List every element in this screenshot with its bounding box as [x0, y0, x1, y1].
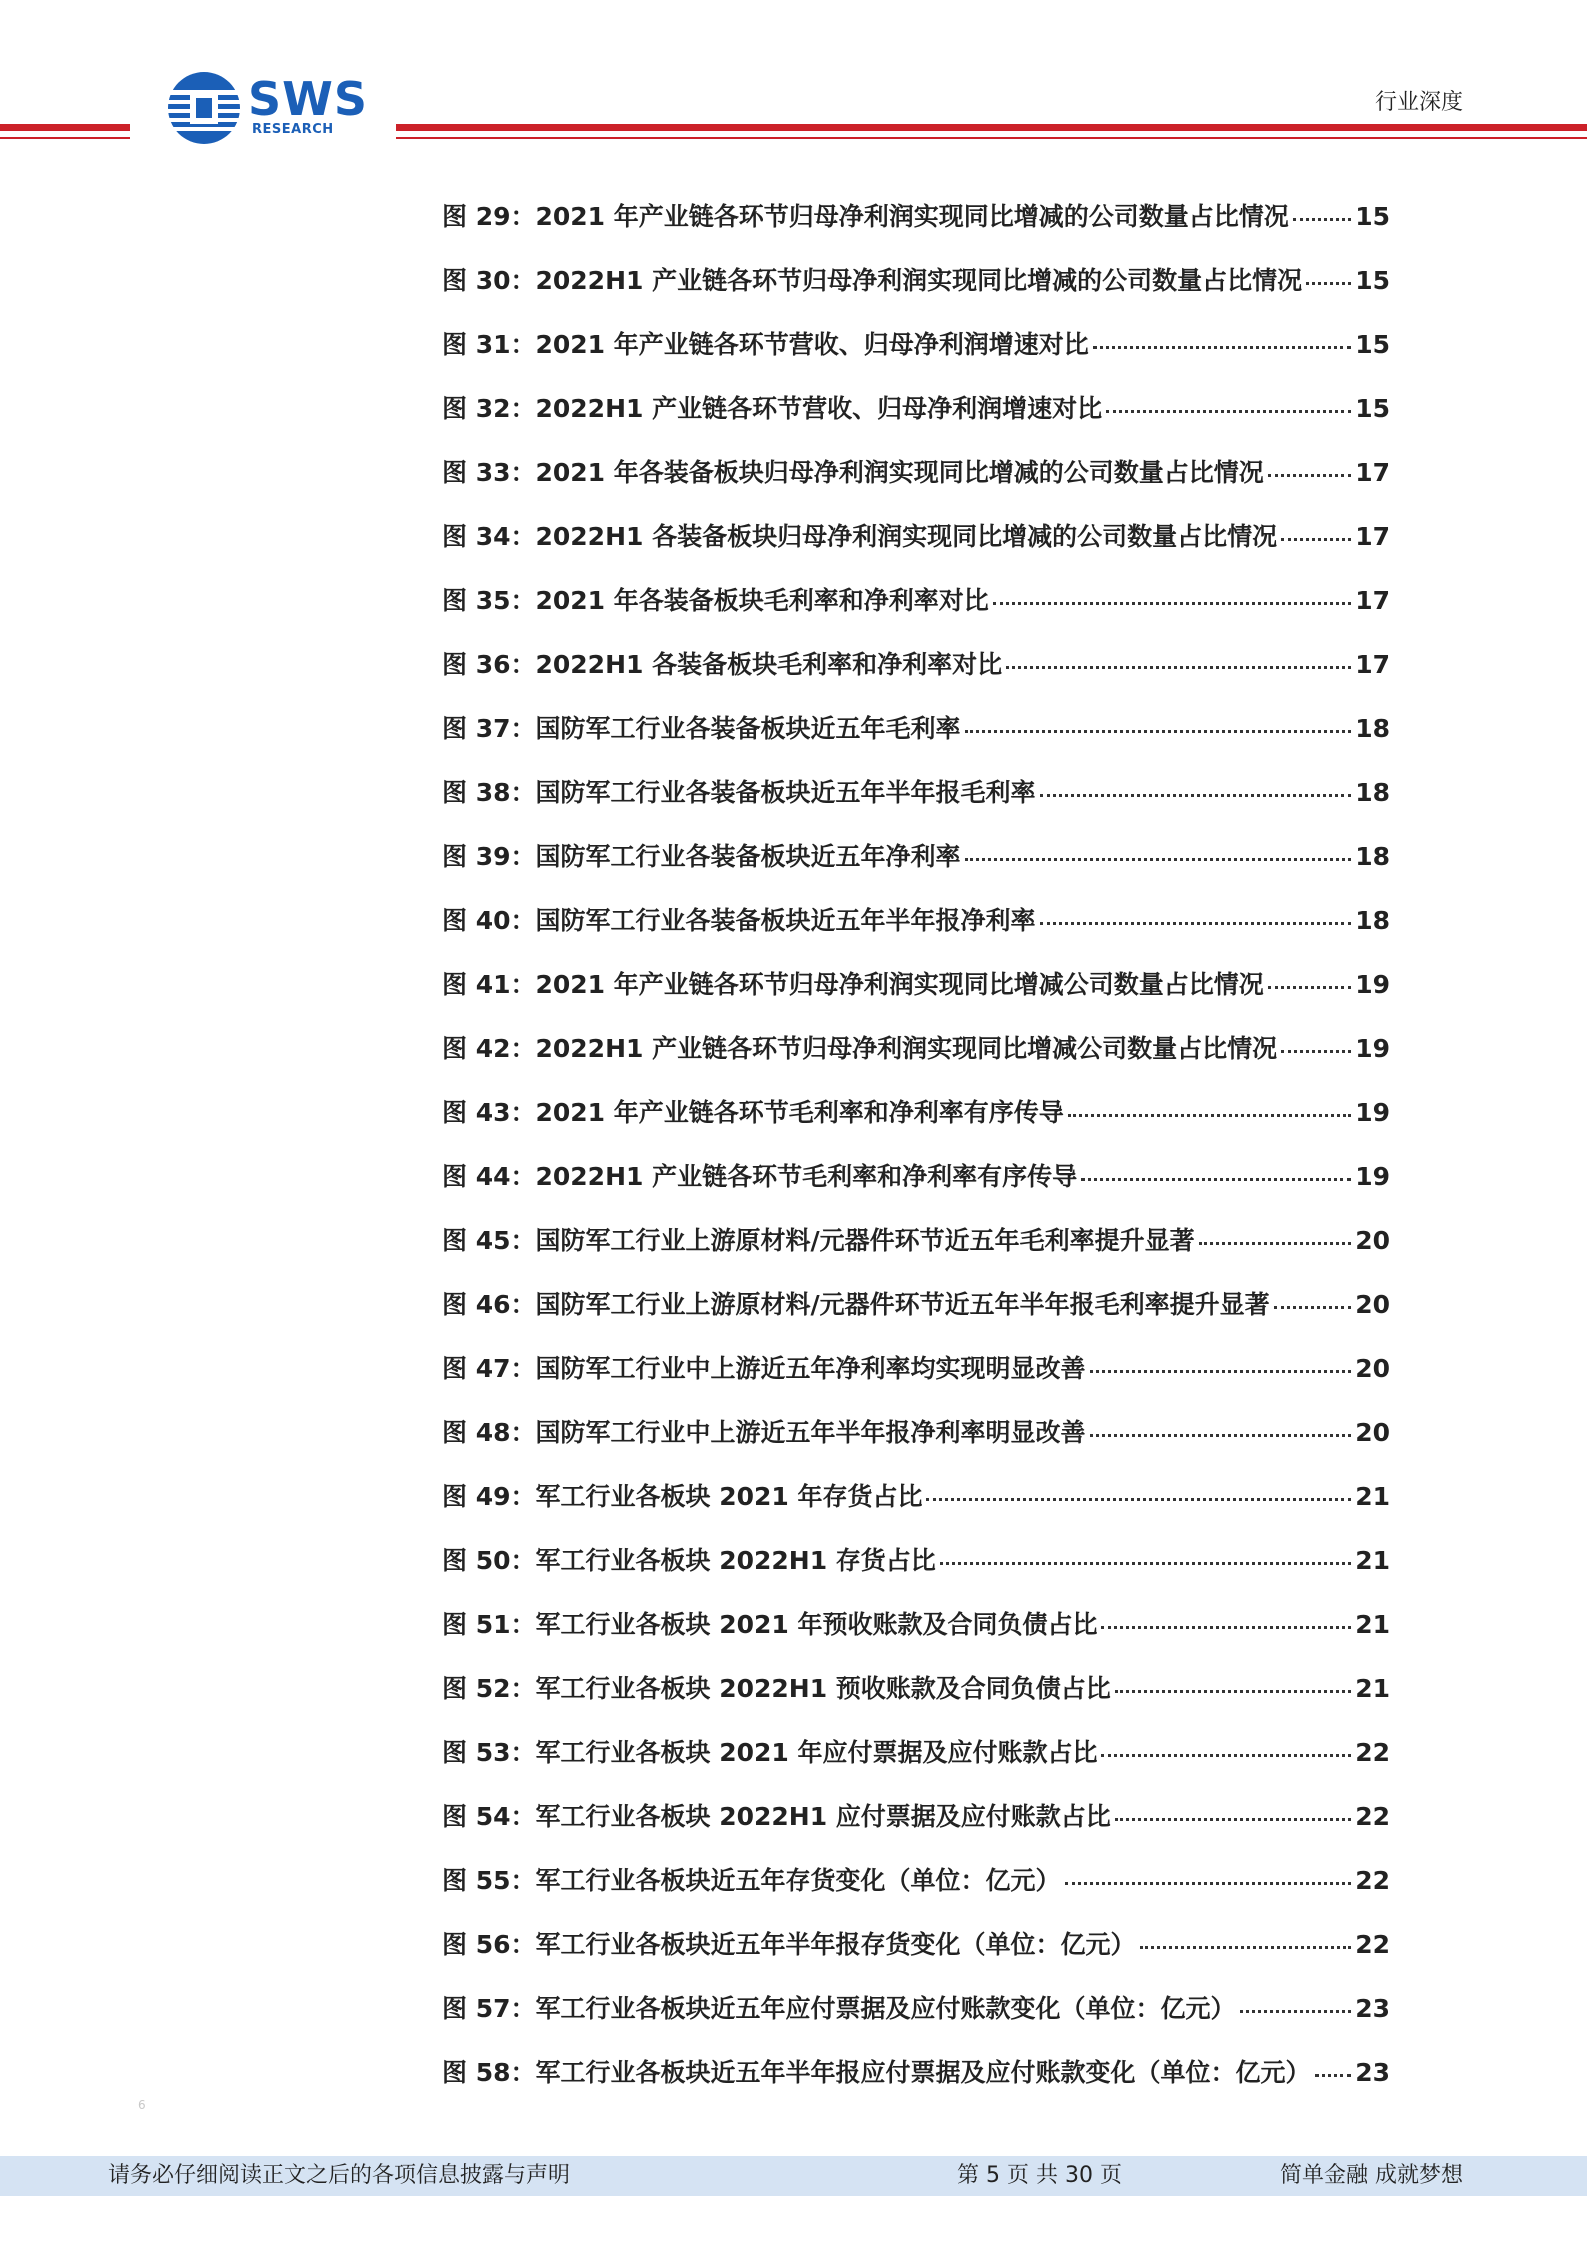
toc-entry-label: 图 35：2021 年各装备板块毛利率和净利率对比: [442, 586, 989, 615]
toc-leader-dots: [1268, 474, 1351, 477]
toc-entry[interactable]: [442, 1733, 1390, 1797]
toc-entry-label: 图 30：2022H1 产业链各环节归母净利润实现同比增减的公司数量占比情况: [442, 266, 1303, 295]
toc-entry-label: 图 47：国防军工行业中上游近五年净利率均实现明显改善: [442, 1354, 1086, 1383]
toc-entry-label: 图 56：军工行业各板块近五年半年报存货变化（单位：亿元）: [442, 1930, 1136, 1959]
toc-entry[interactable]: [442, 773, 1390, 837]
page-mark: 6: [138, 2098, 146, 2112]
toc-leader-dots: [1040, 922, 1352, 925]
toc-entry-label: 图 51：军工行业各板块 2021 年预收账款及合同负债占比: [442, 1610, 1098, 1639]
toc-entry-page: 23: [1355, 2058, 1390, 2087]
logo-subtitle: RESEARCH: [252, 122, 334, 137]
footer-disclaimer: 请务必仔细阅读正文之后的各项信息披露与声明: [108, 2163, 571, 2188]
toc-entry-page: 17: [1355, 522, 1390, 551]
toc-entry-page: 18: [1355, 714, 1390, 743]
toc-entry-page: 22: [1355, 1738, 1390, 1767]
toc-entry[interactable]: [442, 645, 1390, 709]
toc-entry[interactable]: [442, 1285, 1390, 1349]
toc-entry-label: 图 57：军工行业各板块近五年应付票据及应付账款变化（单位：亿元）: [442, 1994, 1236, 2023]
toc-entry-label: 图 52：军工行业各板块 2022H1 预收账款及合同负债占比: [442, 1674, 1111, 1703]
toc-entry[interactable]: [442, 1797, 1390, 1861]
header-rule: [0, 137, 130, 139]
toc-entry-page: 23: [1355, 1994, 1390, 2023]
toc-entry-page: 21: [1355, 1482, 1390, 1511]
toc-entry-label: 图 31：2021 年产业链各环节营收、归母净利润增速对比: [442, 330, 1089, 359]
toc-entry-page: 19: [1355, 970, 1390, 999]
toc-entry-label: 图 58：军工行业各板块近五年半年报应付票据及应付账款变化（单位：亿元）: [442, 2058, 1311, 2087]
toc-entry[interactable]: [442, 837, 1390, 901]
toc-entry-page: 18: [1355, 778, 1390, 807]
toc-entry[interactable]: [442, 261, 1390, 325]
toc-leader-dots: [1115, 1818, 1351, 1821]
toc-leader-dots: [1006, 666, 1351, 669]
toc-leader-dots: [1274, 1306, 1352, 1309]
toc-entry[interactable]: [442, 1413, 1390, 1477]
toc-entry-label: 图 33：2021 年各装备板块归母净利润实现同比增减的公司数量占比情况: [442, 458, 1264, 487]
toc-entry-label: 图 44：2022H1 产业链各环节毛利率和净利率有序传导: [442, 1162, 1078, 1191]
toc-entry-label: 图 39：国防军工行业各装备板块近五年净利率: [442, 842, 961, 871]
toc-entry-page: 21: [1355, 1610, 1390, 1639]
sws-logo: [166, 70, 366, 146]
toc-entry[interactable]: [442, 1093, 1390, 1157]
toc-entry-label: 图 48：国防军工行业中上游近五年半年报净利率明显改善: [442, 1418, 1086, 1447]
toc-entry-page: 17: [1355, 586, 1390, 615]
toc-leader-dots: [1065, 1882, 1352, 1885]
toc-leader-dots: [1081, 1178, 1351, 1181]
toc-entry-page: 21: [1355, 1674, 1390, 1703]
toc-entry[interactable]: [442, 1477, 1390, 1541]
toc-leader-dots: [1306, 282, 1351, 285]
header-rule: [0, 124, 130, 131]
toc-entry[interactable]: [442, 965, 1390, 1029]
sws-emblem-icon: [166, 70, 242, 146]
toc-entry[interactable]: [442, 1669, 1390, 1733]
toc-entry-page: 17: [1355, 458, 1390, 487]
toc-entry-page: 22: [1355, 1802, 1390, 1831]
toc-entry-label: 图 41：2021 年产业链各环节归母净利润实现同比增减公司数量占比情况: [442, 970, 1264, 999]
logo-name: SWS: [248, 72, 368, 126]
footer-slogan: 简单金融 成就梦想: [1280, 2163, 1463, 2188]
toc-entry-label: 图 55：军工行业各板块近五年存货变化（单位：亿元）: [442, 1866, 1061, 1895]
header-rule: [396, 124, 1587, 131]
toc-entry-page: 20: [1355, 1418, 1390, 1447]
toc-entry-label: 图 38：国防军工行业各装备板块近五年半年报毛利率: [442, 778, 1036, 807]
toc-leader-dots: [1268, 986, 1351, 989]
toc-entry-page: 15: [1355, 266, 1390, 295]
toc-leader-dots: [1140, 1946, 1352, 1949]
toc-entry-label: 图 34：2022H1 各装备板块归母净利润实现同比增减的公司数量占比情况: [442, 522, 1278, 551]
toc-entry-page: 19: [1355, 1098, 1390, 1127]
toc-entry-label: 图 37：国防军工行业各装备板块近五年毛利率: [442, 714, 961, 743]
toc-entry-label: 图 49：军工行业各板块 2021 年存货占比: [442, 1482, 923, 1511]
toc-entry[interactable]: [442, 325, 1390, 389]
toc-entry[interactable]: [442, 1349, 1390, 1413]
toc-entry[interactable]: [442, 901, 1390, 965]
toc-leader-dots: [1090, 1370, 1352, 1373]
toc-entry-page: 22: [1355, 1930, 1390, 1959]
toc-entry-label: 图 45：国防军工行业上游原材料/元器件环节近五年毛利率提升显著: [442, 1226, 1195, 1255]
toc-entry-label: 图 36：2022H1 各装备板块毛利率和净利率对比: [442, 650, 1003, 679]
toc-entry-page: 15: [1355, 202, 1390, 231]
toc-entry-label: 图 54：军工行业各板块 2022H1 应付票据及应付账款占比: [442, 1802, 1111, 1831]
toc-entry-page: 19: [1355, 1162, 1390, 1191]
toc-entry-label: 图 29：2021 年产业链各环节归母净利润实现同比增减的公司数量占比情况: [442, 202, 1289, 231]
toc-leader-dots: [1315, 2074, 1352, 2077]
toc-entry-page: 15: [1355, 330, 1390, 359]
toc-entry[interactable]: [442, 2053, 1390, 2117]
toc-entry[interactable]: [442, 1605, 1390, 1669]
toc-entry-label: 图 40：国防军工行业各装备板块近五年半年报净利率: [442, 906, 1036, 935]
toc-entry[interactable]: [442, 581, 1390, 645]
toc-entry[interactable]: [442, 1157, 1390, 1221]
toc-entry-page: 15: [1355, 394, 1390, 423]
footer-page-number: 第 5 页 共 30 页: [957, 2163, 1122, 2188]
toc-leader-dots: [965, 730, 1352, 733]
toc-leader-dots: [1240, 2010, 1352, 2013]
toc-entry[interactable]: [442, 1221, 1390, 1285]
toc-leader-dots: [1106, 410, 1351, 413]
toc-entry-label: 图 42：2022H1 产业链各环节归母净利润实现同比增减公司数量占比情况: [442, 1034, 1278, 1063]
toc-entry[interactable]: [442, 1029, 1390, 1093]
toc-entry-page: 18: [1355, 906, 1390, 935]
toc-entry-page: 17: [1355, 650, 1390, 679]
toc-entry-label: 图 43：2021 年产业链各环节毛利率和净利率有序传导: [442, 1098, 1064, 1127]
toc-entry[interactable]: [442, 1989, 1390, 2053]
toc-leader-dots: [940, 1562, 1351, 1565]
toc-entry-page: 22: [1355, 1866, 1390, 1895]
header-rule: [396, 137, 1587, 139]
toc-entry[interactable]: [442, 1861, 1390, 1925]
toc-leader-dots: [1293, 218, 1351, 221]
toc-entry-page: 18: [1355, 842, 1390, 871]
toc-entry[interactable]: [442, 197, 1390, 261]
toc-leader-dots: [1040, 794, 1352, 797]
toc-entry-page: 20: [1355, 1226, 1390, 1255]
toc-leader-dots: [1199, 1242, 1352, 1245]
toc-entry-page: 19: [1355, 1034, 1390, 1063]
report-category: 行业深度: [1374, 90, 1463, 115]
toc-entry-label: 图 53：军工行业各板块 2021 年应付票据及应付账款占比: [442, 1738, 1098, 1767]
toc-leader-dots: [965, 858, 1352, 861]
toc-leader-dots: [926, 1498, 1351, 1501]
toc-leader-dots: [1090, 1434, 1352, 1437]
toc-leader-dots: [1115, 1690, 1351, 1693]
toc-entry-label: 图 50：军工行业各板块 2022H1 存货占比: [442, 1546, 936, 1575]
toc-leader-dots: [1068, 1114, 1351, 1117]
toc-entry-page: 20: [1355, 1354, 1390, 1383]
toc-leader-dots: [1093, 346, 1351, 349]
toc-entry[interactable]: [442, 389, 1390, 453]
toc-entry-page: 20: [1355, 1290, 1390, 1319]
toc-entry[interactable]: [442, 517, 1390, 581]
toc-leader-dots: [1281, 1050, 1351, 1053]
toc-entry-label: 图 46：国防军工行业上游原材料/元器件环节近五年半年报毛利率提升显著: [442, 1290, 1270, 1319]
figure-toc-list: [442, 197, 1390, 2117]
toc-entry-label: 图 32：2022H1 产业链各环节营收、归母净利润增速对比: [442, 394, 1103, 423]
toc-leader-dots: [1101, 1754, 1351, 1757]
toc-leader-dots: [1281, 538, 1351, 541]
toc-leader-dots: [993, 602, 1351, 605]
toc-entry[interactable]: [442, 453, 1390, 517]
toc-leader-dots: [1101, 1626, 1351, 1629]
toc-entry[interactable]: [442, 709, 1390, 773]
toc-entry[interactable]: [442, 1541, 1390, 1605]
toc-entry[interactable]: [442, 1925, 1390, 1989]
toc-entry-page: 21: [1355, 1546, 1390, 1575]
footer-bar: [0, 2156, 1587, 2196]
